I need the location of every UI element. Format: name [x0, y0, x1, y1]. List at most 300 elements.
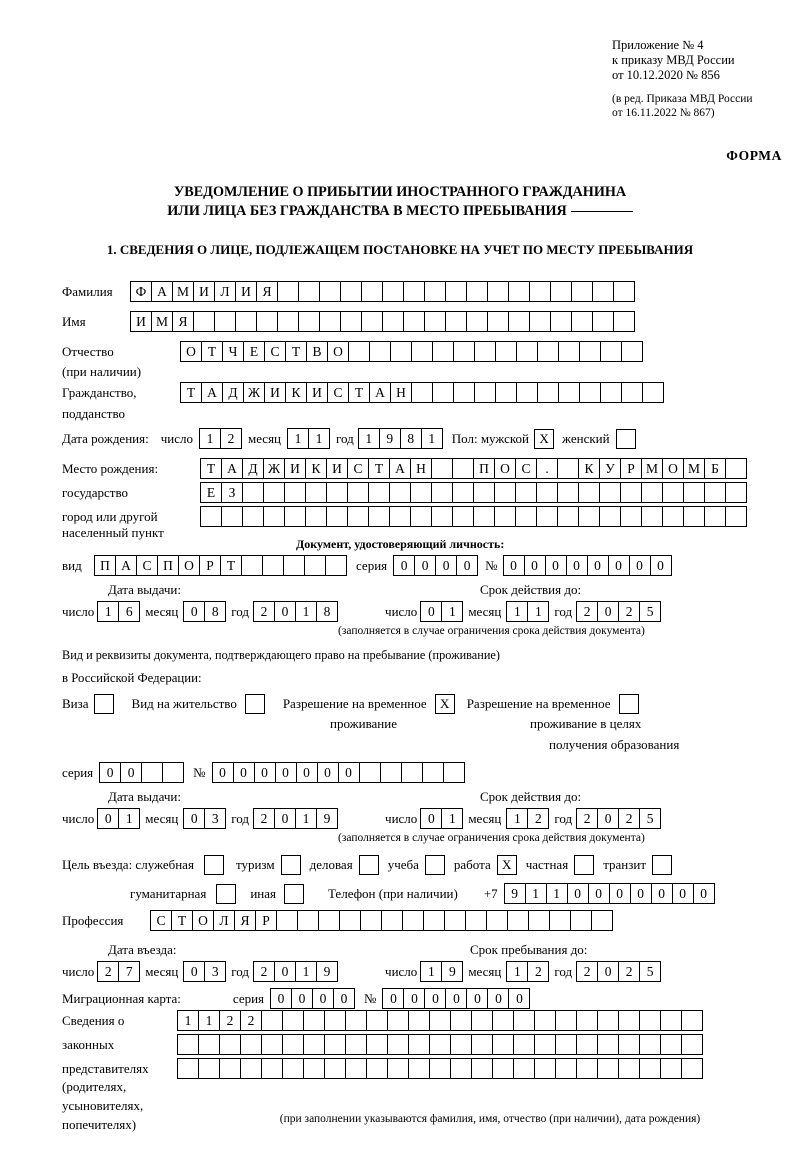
char-cell[interactable]	[360, 910, 382, 931]
char-cell[interactable]: 2	[253, 808, 275, 829]
char-cell[interactable]	[261, 1010, 283, 1031]
char-cell[interactable]	[361, 311, 383, 332]
char-cell[interactable]: О	[178, 555, 200, 576]
char-cell[interactable]: 0	[120, 762, 142, 783]
char-cell[interactable]	[276, 910, 298, 931]
char-cell[interactable]	[474, 382, 496, 403]
char-cell[interactable]	[339, 910, 361, 931]
char-cell[interactable]: 0	[597, 808, 619, 829]
char-cell[interactable]: 0	[524, 555, 546, 576]
char-cell[interactable]	[444, 910, 466, 931]
char-cell[interactable]: А	[389, 458, 411, 479]
char-cell[interactable]: Т	[200, 458, 222, 479]
char-cell[interactable]	[368, 482, 390, 503]
char-cell[interactable]	[618, 1058, 640, 1079]
char-cell[interactable]: 0	[609, 883, 631, 904]
char-cell[interactable]	[549, 910, 571, 931]
char-cell[interactable]	[704, 482, 726, 503]
char-cell[interactable]	[282, 1034, 304, 1055]
identity-kind-input[interactable]	[94, 555, 346, 576]
char-cell[interactable]	[555, 1010, 577, 1031]
char-cell[interactable]	[515, 482, 537, 503]
birthplace-input-2[interactable]	[200, 482, 746, 503]
char-cell[interactable]: А	[221, 458, 243, 479]
char-cell[interactable]: 1	[118, 808, 140, 829]
char-cell[interactable]: 1	[199, 428, 221, 449]
char-cell[interactable]	[261, 1034, 283, 1055]
char-cell[interactable]	[452, 506, 474, 527]
char-cell[interactable]	[240, 1058, 262, 1079]
char-cell[interactable]	[536, 506, 558, 527]
char-cell[interactable]: 0	[588, 883, 610, 904]
char-cell[interactable]: 3	[204, 961, 226, 982]
char-cell[interactable]	[592, 311, 614, 332]
char-cell[interactable]: 6	[118, 601, 140, 622]
char-cell[interactable]	[681, 1010, 703, 1031]
char-cell[interactable]: 2	[240, 1010, 262, 1031]
char-cell[interactable]	[235, 311, 257, 332]
char-cell[interactable]: 0	[183, 601, 205, 622]
edu-residence-checkbox[interactable]	[619, 694, 639, 714]
char-cell[interactable]	[432, 382, 454, 403]
name-input[interactable]	[130, 311, 634, 332]
char-cell[interactable]	[537, 382, 559, 403]
char-cell[interactable]	[474, 341, 496, 362]
char-cell[interactable]	[366, 1034, 388, 1055]
char-cell[interactable]: 0	[420, 808, 442, 829]
char-cell[interactable]: 1	[506, 808, 528, 829]
legal-rep-input-1[interactable]	[177, 1010, 702, 1031]
char-cell[interactable]: Т	[285, 341, 307, 362]
char-cell[interactable]	[382, 281, 404, 302]
char-cell[interactable]	[318, 910, 340, 931]
char-cell[interactable]: 0	[420, 601, 442, 622]
char-cell[interactable]	[639, 1010, 661, 1031]
char-cell[interactable]	[529, 311, 551, 332]
char-cell[interactable]: Т	[368, 458, 390, 479]
char-cell[interactable]: П	[94, 555, 116, 576]
char-cell[interactable]: 1	[441, 808, 463, 829]
char-cell[interactable]	[262, 555, 284, 576]
char-cell[interactable]	[450, 1010, 472, 1031]
char-cell[interactable]	[431, 458, 453, 479]
char-cell[interactable]: 1	[506, 961, 528, 982]
char-cell[interactable]: О	[180, 341, 202, 362]
entry-day-input[interactable]	[97, 961, 139, 982]
char-cell[interactable]: Д	[222, 382, 244, 403]
char-cell[interactable]	[408, 1010, 430, 1031]
char-cell[interactable]	[452, 458, 474, 479]
char-cell[interactable]: 2	[576, 601, 598, 622]
sex-female-checkbox[interactable]	[616, 429, 636, 449]
char-cell[interactable]	[618, 1010, 640, 1031]
stay-issue-month-input[interactable]	[183, 808, 225, 829]
char-cell[interactable]: 0	[597, 961, 619, 982]
char-cell[interactable]	[492, 1034, 514, 1055]
char-cell[interactable]: 0	[587, 555, 609, 576]
identity-valid-day-input[interactable]	[420, 601, 462, 622]
char-cell[interactable]: О	[327, 341, 349, 362]
char-cell[interactable]	[387, 1058, 409, 1079]
profession-input[interactable]	[150, 910, 612, 931]
char-cell[interactable]: 0	[672, 883, 694, 904]
char-cell[interactable]	[283, 555, 305, 576]
char-cell[interactable]	[571, 281, 593, 302]
char-cell[interactable]	[513, 1058, 535, 1079]
char-cell[interactable]: И	[130, 311, 152, 332]
char-cell[interactable]: О	[192, 910, 214, 931]
char-cell[interactable]	[597, 1058, 619, 1079]
char-cell[interactable]: 0	[566, 555, 588, 576]
char-cell[interactable]: Н	[390, 382, 412, 403]
char-cell[interactable]: А	[201, 382, 223, 403]
char-cell[interactable]: 1	[177, 1010, 199, 1031]
char-cell[interactable]	[555, 1034, 577, 1055]
char-cell[interactable]	[516, 382, 538, 403]
char-cell[interactable]	[576, 1010, 598, 1031]
char-cell[interactable]: 0	[382, 988, 404, 1009]
char-cell[interactable]: Т	[180, 382, 202, 403]
char-cell[interactable]	[305, 482, 327, 503]
char-cell[interactable]: 0	[424, 988, 446, 1009]
char-cell[interactable]: 1	[295, 808, 317, 829]
char-cell[interactable]	[319, 311, 341, 332]
purpose-humanitarian-checkbox[interactable]	[216, 884, 236, 904]
char-cell[interactable]: 1	[420, 961, 442, 982]
char-cell[interactable]: 9	[379, 428, 401, 449]
char-cell[interactable]: 2	[97, 961, 119, 982]
char-cell[interactable]	[513, 1010, 535, 1031]
char-cell[interactable]: Т	[220, 555, 242, 576]
char-cell[interactable]: О	[662, 458, 684, 479]
char-cell[interactable]	[591, 910, 613, 931]
char-cell[interactable]	[599, 482, 621, 503]
stay-valid-year-input[interactable]	[576, 808, 660, 829]
char-cell[interactable]	[620, 482, 642, 503]
stay-valid-month-input[interactable]	[506, 808, 548, 829]
char-cell[interactable]: 9	[441, 961, 463, 982]
char-cell[interactable]	[359, 762, 381, 783]
visa-checkbox[interactable]	[94, 694, 114, 714]
char-cell[interactable]: 2	[527, 808, 549, 829]
char-cell[interactable]	[557, 482, 579, 503]
char-cell[interactable]	[534, 1034, 556, 1055]
char-cell[interactable]: 1	[295, 961, 317, 982]
stay-valid-day-input[interactable]	[420, 808, 462, 829]
char-cell[interactable]: 8	[204, 601, 226, 622]
char-cell[interactable]: 0	[97, 808, 119, 829]
char-cell[interactable]: 1	[441, 601, 463, 622]
char-cell[interactable]	[529, 281, 551, 302]
char-cell[interactable]: 2	[253, 601, 275, 622]
char-cell[interactable]	[408, 1058, 430, 1079]
char-cell[interactable]	[387, 1010, 409, 1031]
identity-issue-year-input[interactable]	[253, 601, 337, 622]
char-cell[interactable]	[297, 910, 319, 931]
char-cell[interactable]	[366, 1010, 388, 1031]
char-cell[interactable]	[324, 1034, 346, 1055]
char-cell[interactable]: С	[150, 910, 172, 931]
char-cell[interactable]: Е	[200, 482, 222, 503]
char-cell[interactable]	[508, 311, 530, 332]
char-cell[interactable]: 0	[435, 555, 457, 576]
char-cell[interactable]: Я	[256, 281, 278, 302]
char-cell[interactable]	[424, 311, 446, 332]
char-cell[interactable]	[495, 341, 517, 362]
char-cell[interactable]: С	[515, 458, 537, 479]
char-cell[interactable]	[592, 281, 614, 302]
char-cell[interactable]: И	[264, 382, 286, 403]
char-cell[interactable]	[599, 506, 621, 527]
stay-issue-day-input[interactable]	[97, 808, 139, 829]
char-cell[interactable]	[429, 1034, 451, 1055]
entry-year-input[interactable]	[253, 961, 337, 982]
stay-issue-year-input[interactable]	[253, 808, 337, 829]
char-cell[interactable]	[429, 1058, 451, 1079]
patronymic-input[interactable]	[180, 341, 642, 362]
char-cell[interactable]	[579, 382, 601, 403]
char-cell[interactable]	[558, 341, 580, 362]
char-cell[interactable]: 2	[618, 601, 640, 622]
char-cell[interactable]	[639, 1034, 661, 1055]
char-cell[interactable]	[662, 482, 684, 503]
char-cell[interactable]: 0	[274, 601, 296, 622]
identity-issue-day-input[interactable]	[97, 601, 139, 622]
char-cell[interactable]	[445, 311, 467, 332]
char-cell[interactable]: 1	[546, 883, 568, 904]
char-cell[interactable]	[240, 1034, 262, 1055]
char-cell[interactable]: В	[306, 341, 328, 362]
char-cell[interactable]	[303, 1010, 325, 1031]
char-cell[interactable]	[639, 1058, 661, 1079]
char-cell[interactable]: А	[151, 281, 173, 302]
migration-number-input[interactable]	[382, 988, 529, 1009]
char-cell[interactable]	[345, 1034, 367, 1055]
char-cell[interactable]	[423, 910, 445, 931]
char-cell[interactable]	[725, 482, 747, 503]
char-cell[interactable]	[382, 311, 404, 332]
char-cell[interactable]: 0	[487, 988, 509, 1009]
char-cell[interactable]	[492, 1010, 514, 1031]
char-cell[interactable]	[303, 1058, 325, 1079]
char-cell[interactable]	[429, 1010, 451, 1031]
birth-day-input[interactable]	[199, 428, 241, 449]
purpose-service-checkbox[interactable]	[204, 855, 224, 875]
char-cell[interactable]: Т	[171, 910, 193, 931]
char-cell[interactable]	[487, 311, 509, 332]
char-cell[interactable]: П	[473, 458, 495, 479]
char-cell[interactable]	[198, 1034, 220, 1055]
char-cell[interactable]: М	[641, 458, 663, 479]
stay-until-day-input[interactable]	[420, 961, 462, 982]
char-cell[interactable]	[681, 1058, 703, 1079]
char-cell[interactable]	[466, 311, 488, 332]
purpose-transit-checkbox[interactable]	[652, 855, 672, 875]
char-cell[interactable]: 1	[358, 428, 380, 449]
char-cell[interactable]	[683, 506, 705, 527]
char-cell[interactable]: 1	[287, 428, 309, 449]
char-cell[interactable]	[597, 1034, 619, 1055]
char-cell[interactable]: 0	[254, 762, 276, 783]
char-cell[interactable]: Н	[410, 458, 432, 479]
char-cell[interactable]	[507, 910, 529, 931]
temp-residence-checkbox[interactable]: Х	[435, 694, 455, 714]
char-cell[interactable]	[193, 311, 215, 332]
identity-series-input[interactable]	[393, 555, 477, 576]
char-cell[interactable]: 2	[219, 1010, 241, 1031]
char-cell[interactable]: 0	[456, 555, 478, 576]
char-cell[interactable]: А	[115, 555, 137, 576]
char-cell[interactable]	[340, 281, 362, 302]
birth-year-input[interactable]	[358, 428, 442, 449]
char-cell[interactable]	[326, 506, 348, 527]
char-cell[interactable]	[492, 1058, 514, 1079]
char-cell[interactable]	[284, 482, 306, 503]
char-cell[interactable]: Ч	[222, 341, 244, 362]
char-cell[interactable]	[401, 762, 423, 783]
char-cell[interactable]: Р	[199, 555, 221, 576]
char-cell[interactable]	[389, 506, 411, 527]
char-cell[interactable]	[241, 555, 263, 576]
char-cell[interactable]: 9	[316, 961, 338, 982]
char-cell[interactable]: 0	[466, 988, 488, 1009]
char-cell[interactable]	[141, 762, 163, 783]
char-cell[interactable]	[534, 1010, 556, 1031]
char-cell[interactable]	[528, 910, 550, 931]
char-cell[interactable]	[613, 311, 635, 332]
char-cell[interactable]	[613, 281, 635, 302]
char-cell[interactable]: 0	[650, 555, 672, 576]
char-cell[interactable]	[431, 482, 453, 503]
char-cell[interactable]	[381, 910, 403, 931]
char-cell[interactable]	[411, 341, 433, 362]
char-cell[interactable]	[466, 281, 488, 302]
char-cell[interactable]: 1	[421, 428, 443, 449]
birthplace-input-1[interactable]	[200, 458, 746, 479]
char-cell[interactable]	[550, 281, 572, 302]
char-cell[interactable]: М	[683, 458, 705, 479]
char-cell[interactable]	[641, 482, 663, 503]
char-cell[interactable]	[536, 482, 558, 503]
char-cell[interactable]: 8	[400, 428, 422, 449]
char-cell[interactable]: 8	[316, 601, 338, 622]
char-cell[interactable]: 2	[618, 961, 640, 982]
surname-input[interactable]	[130, 281, 634, 302]
char-cell[interactable]: Л	[213, 910, 235, 931]
char-cell[interactable]: 0	[274, 961, 296, 982]
char-cell[interactable]: 0	[338, 762, 360, 783]
char-cell[interactable]: С	[264, 341, 286, 362]
char-cell[interactable]: К	[285, 382, 307, 403]
char-cell[interactable]	[494, 506, 516, 527]
char-cell[interactable]: И	[284, 458, 306, 479]
char-cell[interactable]	[345, 1058, 367, 1079]
char-cell[interactable]: 1	[525, 883, 547, 904]
char-cell[interactable]: 1	[308, 428, 330, 449]
char-cell[interactable]: 0	[183, 808, 205, 829]
char-cell[interactable]	[579, 341, 601, 362]
char-cell[interactable]: И	[326, 458, 348, 479]
char-cell[interactable]: 2	[618, 808, 640, 829]
char-cell[interactable]	[263, 482, 285, 503]
char-cell[interactable]: 0	[312, 988, 334, 1009]
char-cell[interactable]: Т	[201, 341, 223, 362]
char-cell[interactable]	[200, 506, 222, 527]
char-cell[interactable]: Р	[255, 910, 277, 931]
char-cell[interactable]: 2	[527, 961, 549, 982]
char-cell[interactable]	[660, 1010, 682, 1031]
char-cell[interactable]	[410, 482, 432, 503]
char-cell[interactable]: Я	[234, 910, 256, 931]
char-cell[interactable]: 0	[183, 961, 205, 982]
char-cell[interactable]: С	[327, 382, 349, 403]
char-cell[interactable]	[345, 1010, 367, 1031]
purpose-other-checkbox[interactable]	[284, 884, 304, 904]
identity-issue-month-input[interactable]	[183, 601, 225, 622]
char-cell[interactable]: 0	[317, 762, 339, 783]
stay-series-input[interactable]	[99, 762, 183, 783]
char-cell[interactable]: 5	[639, 808, 661, 829]
purpose-work-checkbox[interactable]: Х	[497, 855, 517, 875]
char-cell[interactable]	[471, 1058, 493, 1079]
char-cell[interactable]: 0	[629, 555, 651, 576]
char-cell[interactable]: 0	[296, 762, 318, 783]
char-cell[interactable]	[473, 482, 495, 503]
char-cell[interactable]: 0	[508, 988, 530, 1009]
char-cell[interactable]: 0	[503, 555, 525, 576]
char-cell[interactable]	[683, 482, 705, 503]
char-cell[interactable]	[348, 341, 370, 362]
char-cell[interactable]: 0	[630, 883, 652, 904]
phone-input[interactable]	[504, 883, 714, 904]
char-cell[interactable]	[282, 1010, 304, 1031]
char-cell[interactable]: К	[305, 458, 327, 479]
char-cell[interactable]: 0	[274, 808, 296, 829]
char-cell[interactable]	[620, 506, 642, 527]
char-cell[interactable]	[432, 341, 454, 362]
char-cell[interactable]: 2	[253, 961, 275, 982]
char-cell[interactable]	[369, 341, 391, 362]
char-cell[interactable]: 0	[608, 555, 630, 576]
char-cell[interactable]: Д	[242, 458, 264, 479]
char-cell[interactable]	[305, 506, 327, 527]
char-cell[interactable]	[516, 341, 538, 362]
char-cell[interactable]	[681, 1034, 703, 1055]
char-cell[interactable]	[578, 482, 600, 503]
char-cell[interactable]: 0	[275, 762, 297, 783]
purpose-tourism-checkbox[interactable]	[281, 855, 301, 875]
char-cell[interactable]	[618, 1034, 640, 1055]
char-cell[interactable]	[486, 910, 508, 931]
char-cell[interactable]	[494, 482, 516, 503]
stay-number-input[interactable]	[212, 762, 464, 783]
birthplace-input-3[interactable]	[200, 506, 746, 527]
char-cell[interactable]	[487, 281, 509, 302]
char-cell[interactable]	[725, 506, 747, 527]
char-cell[interactable]	[324, 1058, 346, 1079]
char-cell[interactable]	[431, 506, 453, 527]
char-cell[interactable]	[403, 311, 425, 332]
char-cell[interactable]: 2	[576, 808, 598, 829]
char-cell[interactable]	[387, 1034, 409, 1055]
char-cell[interactable]: У	[599, 458, 621, 479]
char-cell[interactable]: 1	[198, 1010, 220, 1031]
char-cell[interactable]	[198, 1058, 220, 1079]
char-cell[interactable]	[219, 1034, 241, 1055]
char-cell[interactable]: 3	[204, 808, 226, 829]
char-cell[interactable]	[284, 506, 306, 527]
char-cell[interactable]	[660, 1034, 682, 1055]
